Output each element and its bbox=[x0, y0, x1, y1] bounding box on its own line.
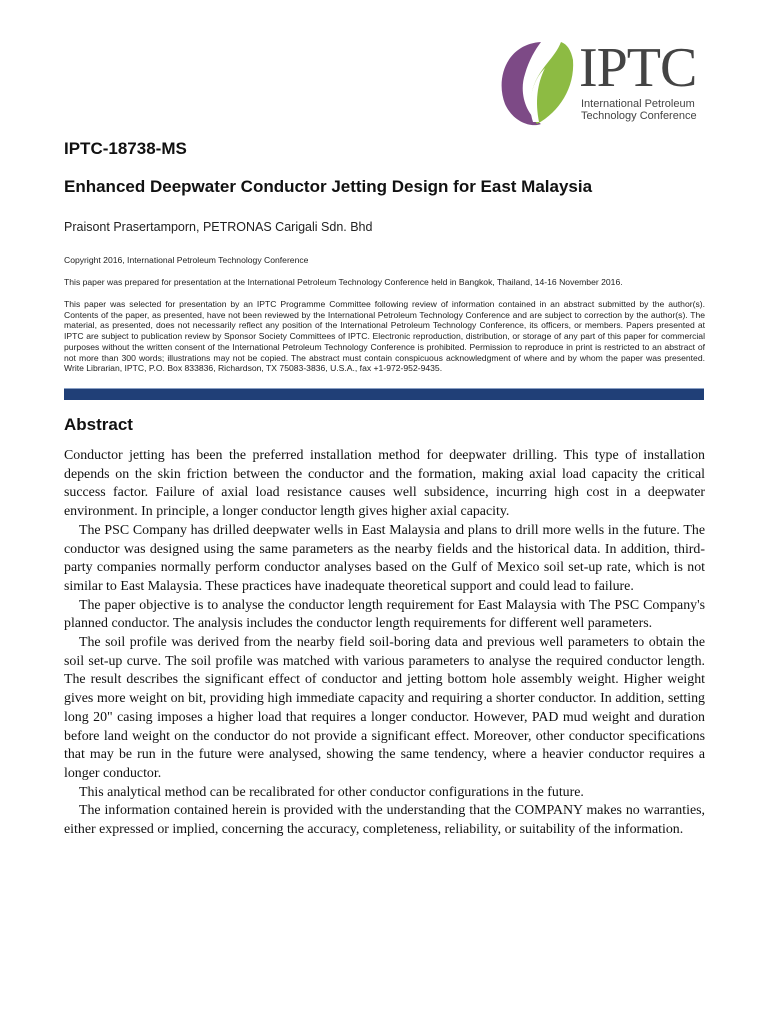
abstract-heading: Abstract bbox=[64, 415, 133, 434]
abstract-paragraph: The PSC Company has drilled deepwater wells in East Malaysia and plans to drill more wells in the future. The conductor was designed using the same parameters as the nearby fields and the historical data. In addition, third-party companies normally perform conductor analyses based on the Gulf of Mexico soil set-up rate, which is not similar to East Malaysia. These practices have inadequate theoretical support and could lead to failure. bbox=[64, 522, 705, 594]
paper-authors: Praisont Prasertamporn, PETRONAS Carigali Sdn. Bhd bbox=[64, 220, 373, 234]
logo-subtitle bbox=[581, 98, 697, 122]
iptc-emblem-icon bbox=[497, 38, 577, 128]
abstract-paragraph: The soil profile was derived from the nearby field soil-boring data and previous well parameters to obtain the soil set-up curve. The soil profile was matched with various parameters to analyse the required conductor length. The result describes the significant effect of conductor and jetting bottom hole assembly weight. Higher weight gives more weight on bit, providing high immediate capacity and requiring a shorter conductor. In addition, setting long 20" casing imposes a higher load that requires a longer conductor. However, PAD mud weight and duration before land weight on the conductor do not provide a significant effect. Moreover, other conductor specifications that may be run in the future were analysed, showing the same tendency, where a heavier conductor requires a longer conductor. bbox=[64, 635, 705, 781]
section-divider bbox=[64, 388, 704, 400]
paper-id: IPTC-18738-MS bbox=[64, 139, 187, 158]
prepared-notice: This paper was prepared for presentation at the International Petroleum Technology Conference held in Bangkok, Thailand, 14-16 November 2016. bbox=[64, 277, 623, 287]
paper-title: Enhanced Deepwater Conductor Jetting Design for East Malaysia bbox=[64, 177, 593, 196]
abstract-paragraph: Conductor jetting has been the preferred installation method for deepwater drilling. This type of installation depends on the skin friction between the conductor and the formation, making axial load capacity the critical success factor. Failure of axial load resistance causes well subsidence, incurring high cost in a deepwater environment. In principle, a longer conductor length gives higher axial capacity. bbox=[64, 448, 705, 520]
abstract-paragraph: This analytical method can be recalibrated for other conductor configurations in the future. bbox=[79, 784, 584, 800]
abstract-paragraph: The paper objective is to analyse the conductor length requirement for East Malaysia with The PSC Company's planned conductor. The analysis includes the conductor length requirements for different well parameters. bbox=[64, 597, 705, 632]
abstract-body bbox=[64, 447, 705, 840]
selection-notice: This paper was selected for presentation by an IPTC Programme Committee following review of information contained in an abstract submitted by the author(s). Contents of the paper, as presented, have not been reviewed by the International Petroleum Technology Conference and are subject to correction by the author(s). The material, as presented, does not necessarily reflect any position of the International Petroleum Technology Conference, its officers, or members. Papers presented at IPTC are subject to publication review by Sponsor Society Committees of IPTC. Electronic reproduction, distribution, or storage of any part of this paper for commercial purposes without the written consent of the International Petroleum Technology Conference is prohibited. Permission to reproduce in print is restricted to an abstract of not more than 300 words; illustrations may not be copied. The abstract must contain conspicuous acknowledgment of where and by whom the paper was presented. Write Librarian, IPTC, P.O. Box 833836, Richardson, TX 75083-3836, U.S.A., fax +1-972-952-9435. bbox=[64, 299, 705, 374]
logo-subtitle-line2: Technology Conference bbox=[581, 110, 697, 122]
iptc-logo bbox=[497, 38, 703, 128]
logo-wordmark: IPTC bbox=[579, 37, 697, 99]
copyright-notice: Copyright 2016, International Petroleum Technology Conference bbox=[64, 255, 309, 265]
abstract-paragraph: The information contained herein is provided with the understanding that the COMPANY makes no warranties, either expressed or implied, concerning the accuracy, completeness, reliability, or suitability of the information. bbox=[64, 803, 705, 838]
logo-subtitle-line1: International Petroleum bbox=[581, 98, 695, 110]
